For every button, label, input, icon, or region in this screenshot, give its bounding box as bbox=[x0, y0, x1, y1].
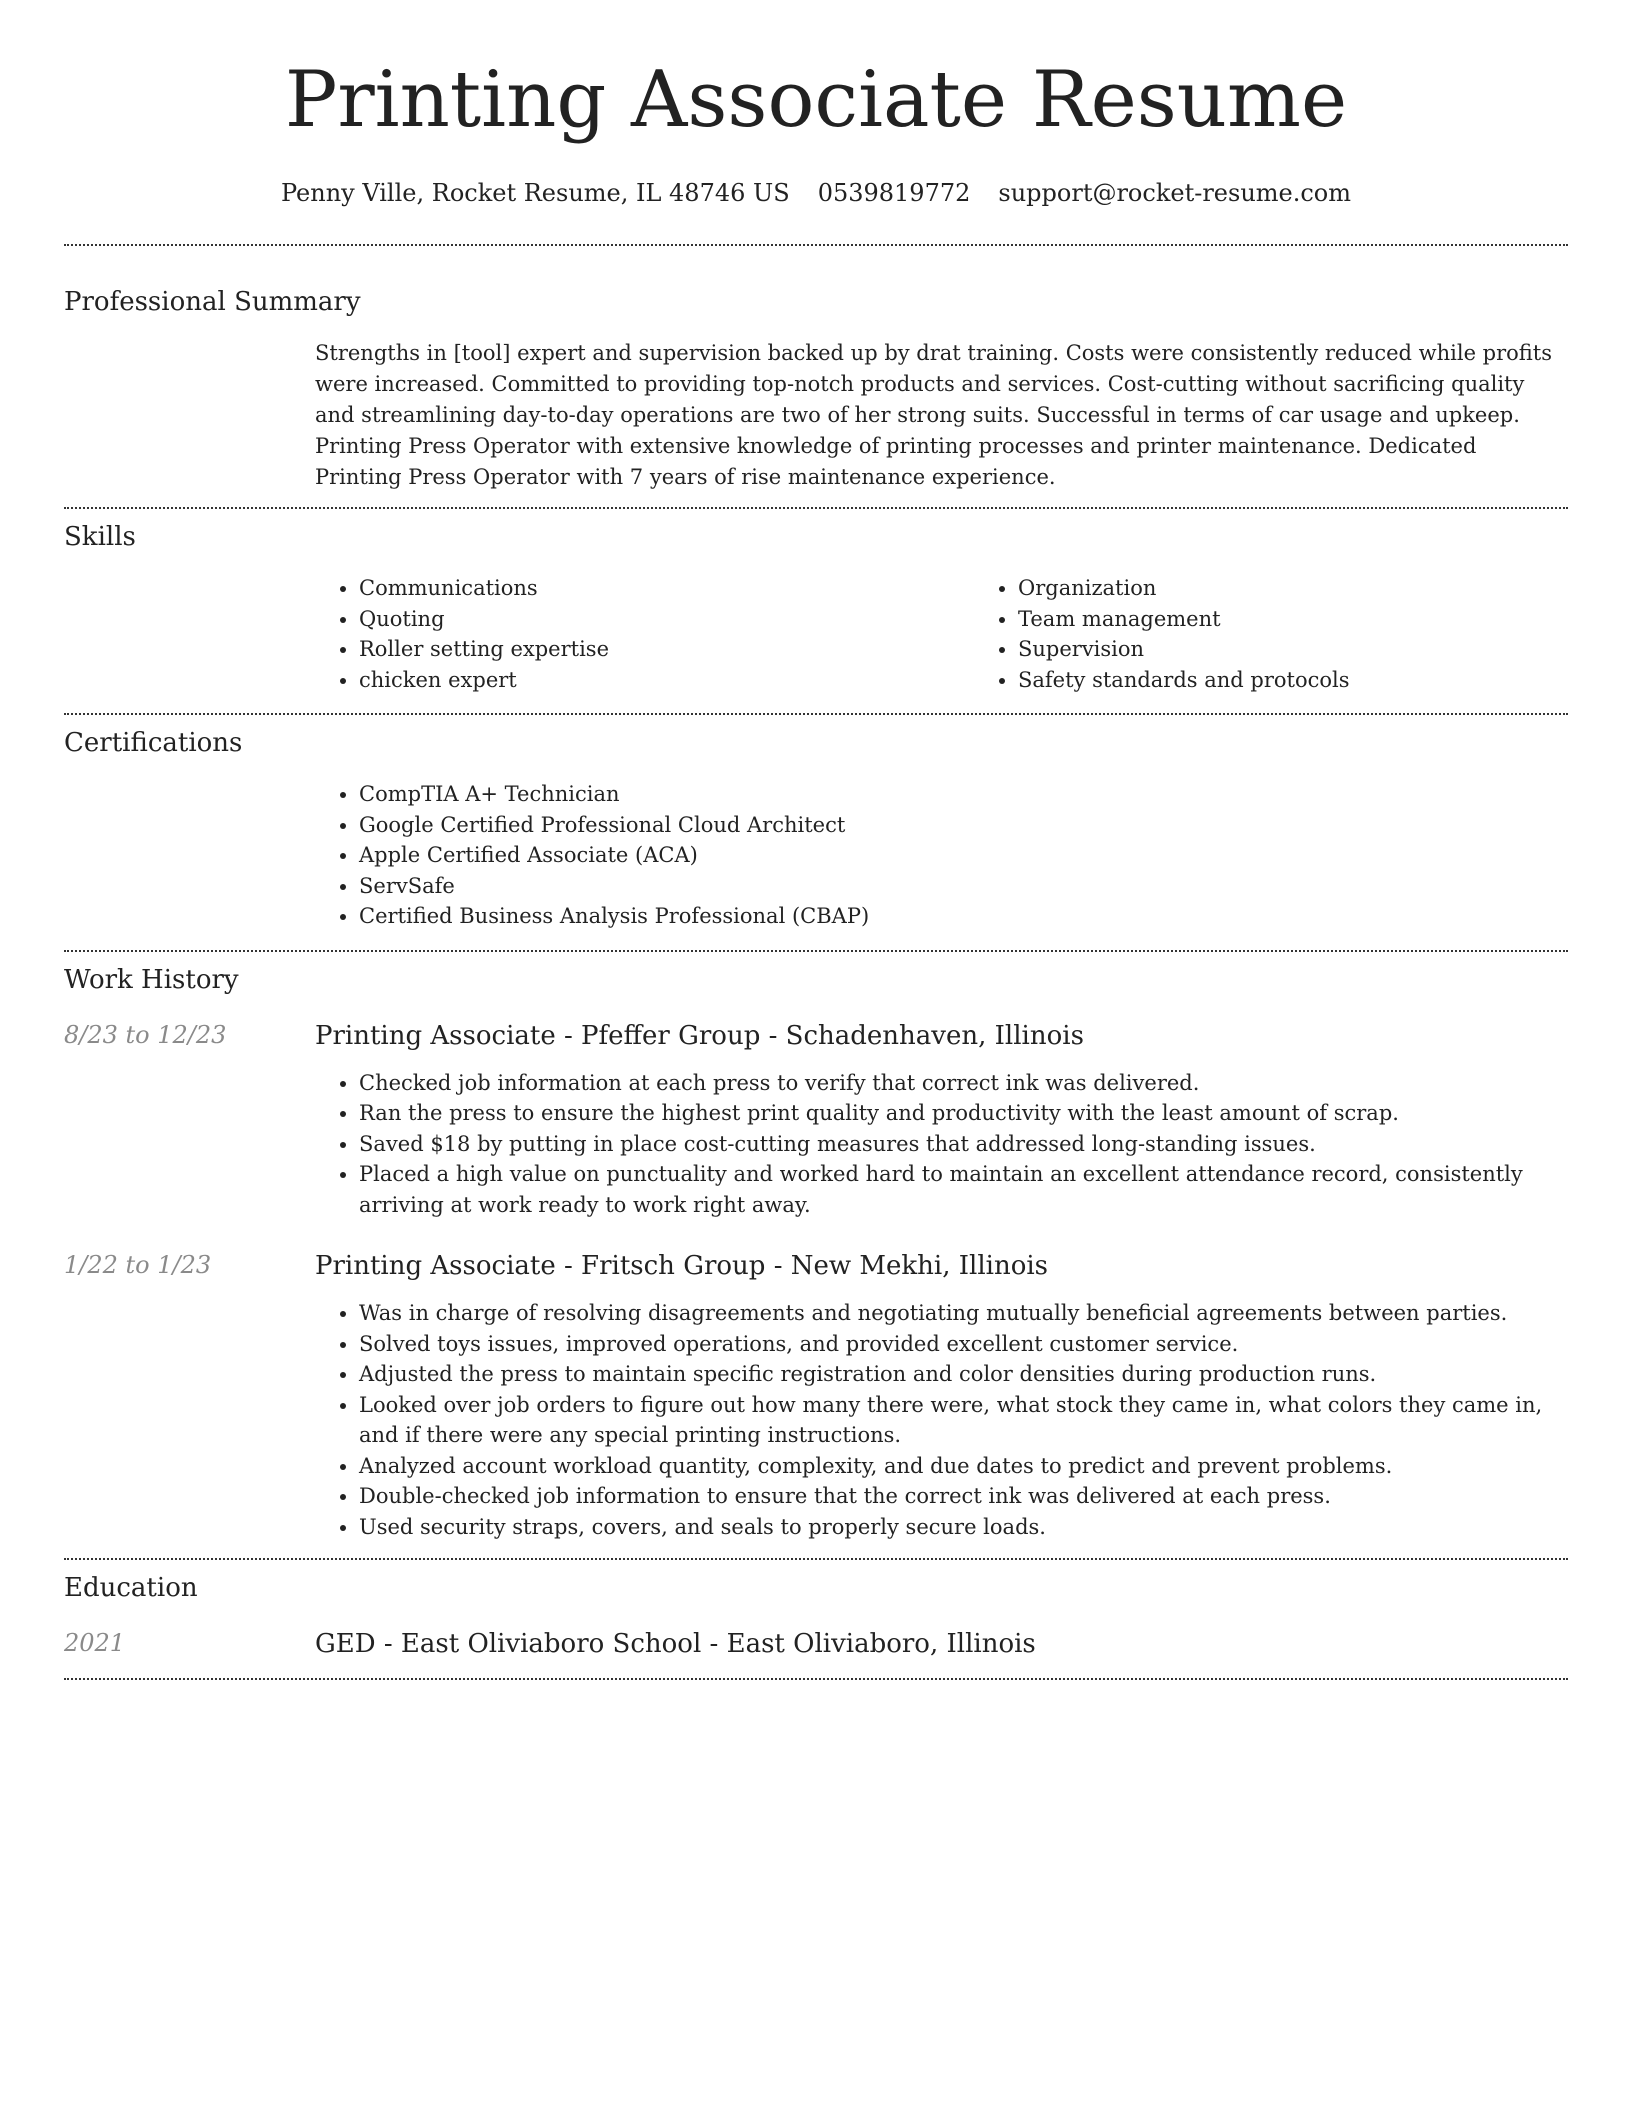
certifications-section-title: Certifications bbox=[64, 728, 243, 758]
skill-item: • Quoting bbox=[359, 604, 974, 635]
contact-phone: 0539819772 bbox=[817, 179, 971, 207]
job-bullet: • Placed a high value on punctuality and worked hard to maintain an excellent attendance record, consistently arriving at work ready to work right away. bbox=[359, 1159, 1568, 1220]
contact-line bbox=[64, 178, 1568, 208]
education-year: 2021 bbox=[64, 1629, 126, 1657]
contact-email[interactable]: support@rocket-resume.com bbox=[998, 179, 1352, 207]
job-bullet: • Saved $18 by putting in place cost-cutting measures that addressed long-standing issues. bbox=[359, 1129, 1568, 1160]
divider bbox=[64, 1678, 1568, 1680]
certification-item: • Certified Business Analysis Professional (CBAP) bbox=[359, 901, 1568, 932]
page-title: Printing Associate Resume bbox=[284, 55, 1348, 145]
skills-row bbox=[64, 573, 1568, 695]
job-bullet: • Checked job information at each press to verify that correct ink was delivered. bbox=[359, 1068, 1568, 1099]
certifications-row bbox=[64, 779, 1568, 932]
divider bbox=[64, 713, 1568, 715]
education-section-title: Education bbox=[64, 1573, 198, 1603]
education-entry bbox=[64, 1628, 1568, 1660]
divider bbox=[64, 1558, 1568, 1560]
certification-item: • CompTIA A+ Technician bbox=[359, 779, 1568, 810]
job-bullet: • Adjusted the press to maintain specific registration and color densities during production runs. bbox=[359, 1359, 1568, 1390]
work-section-title: Work History bbox=[64, 964, 239, 995]
job-dates: 1/22 to 1/23 bbox=[64, 1251, 212, 1279]
job-entry bbox=[64, 1250, 1568, 1542]
job-bullet: • Was in charge of resolving disagreements and negotiating mutually beneficial agreements between parties. bbox=[359, 1298, 1568, 1329]
skill-item: • chicken expert bbox=[359, 665, 974, 696]
skill-item: • Safety standards and protocols bbox=[1018, 665, 1632, 696]
job-bullet: • Analyzed account workload quantity, complexity, and due dates to predict and prevent problems. bbox=[359, 1451, 1568, 1482]
education-heading: GED - East Oliviaboro School - East Oliviaboro, Illinois bbox=[315, 1629, 1036, 1659]
job-heading: Printing Associate - Fritsch Group - New Mekhi, Illinois bbox=[315, 1251, 1049, 1281]
job-bullet: • Looked over job orders to figure out how many there were, what stock they came in, what colors they came in, and if there were any special printing instructions. bbox=[359, 1390, 1568, 1451]
skill-item: • Communications bbox=[359, 573, 974, 604]
job-bullet: • Used security straps, covers, and seals to properly secure loads. bbox=[359, 1512, 1568, 1543]
divider bbox=[64, 244, 1568, 246]
certification-item: • ServSafe bbox=[359, 871, 1568, 902]
skill-item: • Roller setting expertise bbox=[359, 634, 974, 665]
job-dates: 8/23 to 12/23 bbox=[64, 1020, 227, 1049]
job-bullet: • Ran the press to ensure the highest print quality and productivity with the least amount of scrap. bbox=[359, 1098, 1568, 1129]
skill-item: • Organization bbox=[1018, 573, 1632, 604]
job-entry bbox=[64, 1020, 1568, 1221]
skills-section-title: Skills bbox=[64, 522, 136, 552]
job-bullet: • Double-checked job information to ensure that the correct ink was delivered at each press. bbox=[359, 1481, 1568, 1512]
job-bullets bbox=[315, 1298, 1568, 1542]
divider bbox=[64, 507, 1568, 509]
summary-text: Strengths in [tool] expert and supervision backed up by drat training. Costs were consistently reduced while profits were increased. Committed to providing top-notch products and services. Cost-cutting without sacrificing quality and streamlining day-to-day operations are two of her strong suits. Successful in terms of car usage and upkeep. Printing Press Operator with extensive knowledge of printing processes and printer maintenance. Dedicated Printing Press Operator with 7 years of rise maintenance experience. bbox=[315, 341, 1553, 489]
certification-item: • Apple Certified Associate (ACA) bbox=[359, 840, 1568, 871]
skills-list-left bbox=[315, 573, 974, 695]
certifications-list bbox=[315, 779, 1568, 932]
job-heading: Printing Associate - Pfeffer Group - Schadenhaven, Illinois bbox=[315, 1020, 1084, 1051]
skills-list-right bbox=[974, 573, 1632, 695]
resume-header bbox=[64, 0, 1568, 208]
contact-address: Penny Ville, Rocket Resume, IL 48746 US bbox=[280, 179, 790, 207]
skill-item: • Supervision bbox=[1018, 634, 1632, 665]
certification-item: • Google Certified Professional Cloud Architect bbox=[359, 810, 1568, 841]
summary-row bbox=[64, 338, 1568, 493]
summary-section-title: Professional Summary bbox=[64, 287, 361, 317]
job-bullets bbox=[315, 1068, 1568, 1221]
job-bullet: • Solved toys issues, improved operations, and provided excellent customer service. bbox=[359, 1329, 1568, 1360]
divider bbox=[64, 950, 1568, 952]
skill-item: • Team management bbox=[1018, 604, 1632, 635]
